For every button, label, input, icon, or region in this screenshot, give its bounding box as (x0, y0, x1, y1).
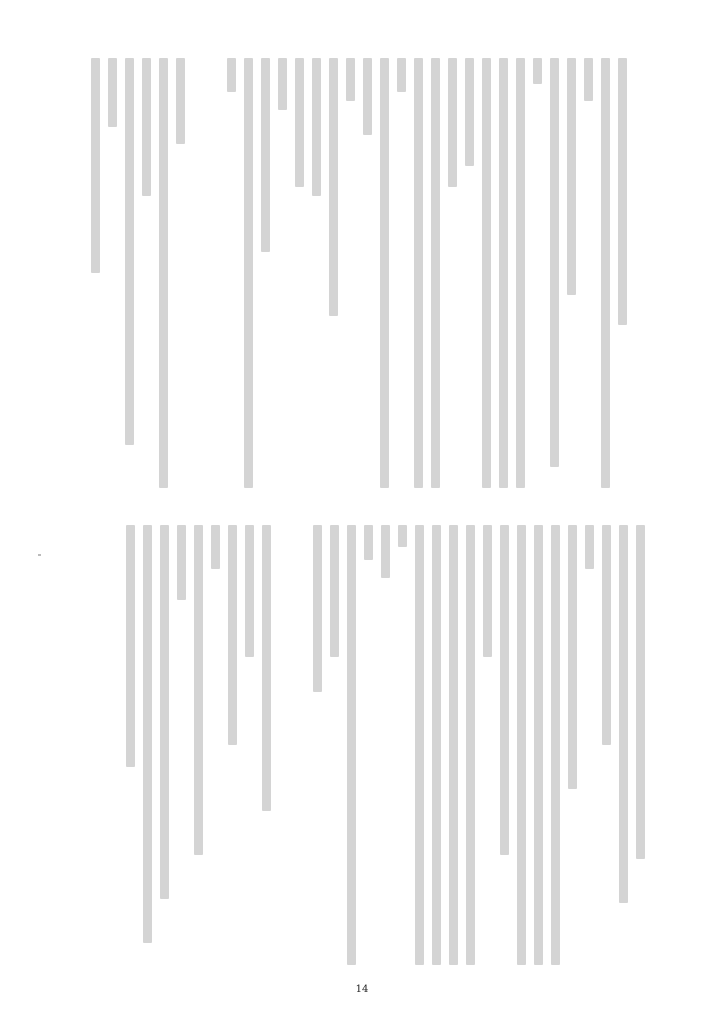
text-column-placeholder (347, 525, 356, 965)
text-column-placeholder (194, 525, 203, 855)
text-column-placeholder (483, 525, 492, 657)
text-column-placeholder (568, 525, 577, 789)
text-column-placeholder (432, 525, 441, 965)
text-column-placeholder (381, 525, 390, 578)
text-column-placeholder (551, 525, 560, 965)
text-column-placeholder (160, 525, 169, 899)
scan-speck (38, 554, 41, 556)
text-column-placeholder (466, 525, 475, 965)
text-column-placeholder (398, 525, 407, 547)
text-column-placeholder (245, 525, 254, 657)
text-column-placeholder (585, 525, 594, 569)
text-column-placeholder (619, 525, 628, 903)
text-column-placeholder (177, 525, 186, 600)
text-column-placeholder (228, 525, 237, 745)
page-number: 14 (355, 984, 369, 995)
text-column-placeholder (126, 525, 135, 767)
text-column-placeholder (500, 525, 509, 855)
text-column-placeholder (517, 525, 526, 965)
text-column-placeholder (313, 525, 322, 692)
text-column-placeholder (211, 525, 220, 569)
text-column-placeholder (143, 525, 152, 943)
text-column-placeholder (534, 525, 543, 965)
text-column-placeholder (602, 525, 611, 745)
text-column-placeholder (636, 525, 645, 859)
text-column-placeholder (330, 525, 339, 657)
text-column-placeholder (449, 525, 458, 965)
text-column-placeholder (364, 525, 373, 560)
text-column-placeholder (415, 525, 424, 965)
text-column-placeholder (262, 525, 271, 811)
